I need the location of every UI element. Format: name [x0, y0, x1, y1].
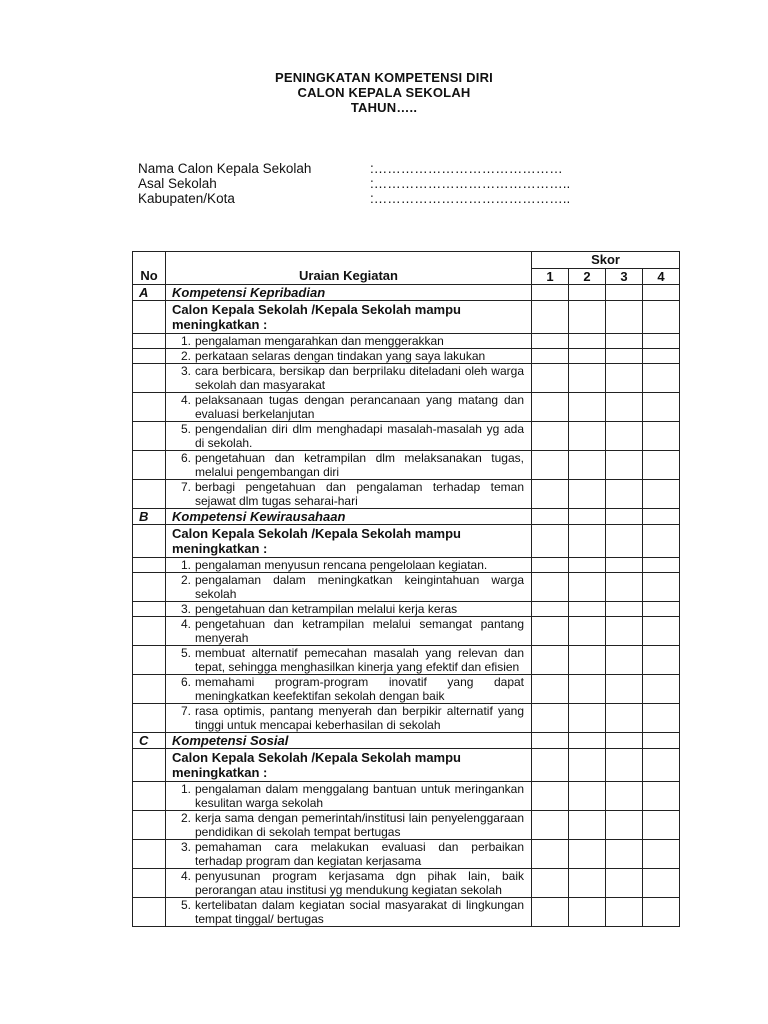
item-text: pemahaman cara melakukan evaluasi dan perbaikan terhadap program dan kegiatan kerjasama: [195, 840, 524, 868]
score-cell[interactable]: [643, 422, 680, 451]
item-number: 2.: [180, 573, 191, 587]
item-number: 3.: [180, 840, 191, 854]
score-cell[interactable]: [606, 646, 643, 675]
empty-cell: [133, 301, 166, 334]
empty-cell: [133, 349, 166, 364]
empty-cell: [133, 480, 166, 509]
score-cell[interactable]: [569, 422, 606, 451]
score-cell[interactable]: [606, 349, 643, 364]
empty-cell: [133, 704, 166, 733]
item-row: [133, 602, 680, 617]
item-cell: [166, 480, 532, 509]
score-cell[interactable]: [532, 898, 569, 927]
item-row: [133, 422, 680, 451]
section-code: A: [133, 285, 166, 301]
empty-cell: [133, 422, 166, 451]
item-cell: [166, 898, 532, 927]
empty-cell: [133, 869, 166, 898]
item-number: 1.: [180, 782, 191, 796]
score-cell[interactable]: [606, 451, 643, 480]
item-row: [133, 869, 680, 898]
score-cell[interactable]: [569, 749, 606, 782]
item-cell: [166, 617, 532, 646]
score-cell[interactable]: [606, 301, 643, 334]
empty-cell: [133, 675, 166, 704]
item-number: 4.: [180, 393, 191, 407]
score-cell[interactable]: [643, 646, 680, 675]
score-cell[interactable]: [606, 285, 643, 301]
item-number: 4.: [180, 869, 191, 883]
score-cell[interactable]: [606, 704, 643, 733]
score-cell[interactable]: [569, 733, 606, 749]
item-row: [133, 840, 680, 869]
score-cell[interactable]: [569, 285, 606, 301]
empty-cell: [133, 558, 166, 573]
score-cell[interactable]: [643, 840, 680, 869]
item-cell: [166, 451, 532, 480]
score-cell[interactable]: [532, 617, 569, 646]
item-cell: [166, 869, 532, 898]
score-cell[interactable]: [532, 285, 569, 301]
score-cell[interactable]: [532, 749, 569, 782]
score-cell[interactable]: [532, 733, 569, 749]
score-cell[interactable]: [569, 602, 606, 617]
item-row: [133, 349, 680, 364]
item-number: 6.: [180, 451, 191, 465]
score-cell[interactable]: [606, 334, 643, 349]
item-number: 3.: [180, 364, 191, 378]
item-text: berbagi pengetahuan dan pengalaman terhadap teman sejawat dlm tugas seharai-hari: [195, 480, 524, 508]
score-cell[interactable]: [643, 301, 680, 334]
item-number: 2.: [180, 349, 191, 363]
item-number: 5.: [180, 898, 191, 912]
score-cell[interactable]: [569, 349, 606, 364]
section-title: Kompetensi Kepribadian: [166, 285, 532, 301]
score-cell[interactable]: [532, 840, 569, 869]
item-text: kerja sama dengan pemerintah/institusi lain penyelenggaraan pendidikan di sekolah tempat bertugas: [195, 811, 524, 839]
score-cell[interactable]: [532, 349, 569, 364]
section-row: [133, 733, 680, 749]
score-cell[interactable]: [569, 301, 606, 334]
header-skor-1: 1: [532, 269, 569, 285]
item-cell: [166, 602, 532, 617]
item-row: [133, 334, 680, 349]
item-row: [133, 898, 680, 927]
item-row: [133, 573, 680, 602]
item-number: 7.: [180, 480, 191, 494]
header-uraian: Uraian Kegiatan: [166, 252, 532, 285]
item-cell: [166, 422, 532, 451]
score-cell[interactable]: [569, 840, 606, 869]
section-intro-row: [133, 301, 680, 334]
item-text: membuat alternatif pemecahan masalah yang relevan dan tepat, sehingga menghasilkan kinerja yang efektif dan efisien: [195, 646, 524, 674]
score-cell[interactable]: [569, 869, 606, 898]
score-cell[interactable]: [569, 811, 606, 840]
item-text: perkataan selaras dengan tindakan yang saya lakukan: [195, 349, 486, 363]
score-cell[interactable]: [569, 558, 606, 573]
item-text: memahami program-program inovatif yang dapat meningkatkan keefektifan sekolah dengan baik: [195, 675, 524, 703]
score-cell[interactable]: [569, 334, 606, 349]
score-cell[interactable]: [643, 898, 680, 927]
score-cell[interactable]: [643, 811, 680, 840]
score-cell[interactable]: [532, 334, 569, 349]
item-cell: [166, 334, 532, 349]
score-cell[interactable]: [569, 480, 606, 509]
item-row: [133, 480, 680, 509]
score-cell[interactable]: [643, 782, 680, 811]
score-cell[interactable]: [643, 525, 680, 558]
item-cell: [166, 364, 532, 393]
section-row: [133, 509, 680, 525]
doc-title-line2: CALON KEPALA SEKOLAH: [297, 85, 471, 100]
score-cell[interactable]: [606, 617, 643, 646]
item-cell: [166, 840, 532, 869]
info-label: Kabupaten/Kota: [138, 191, 235, 206]
empty-cell: [133, 393, 166, 422]
score-cell[interactable]: [532, 525, 569, 558]
score-cell[interactable]: [643, 480, 680, 509]
score-cell[interactable]: [643, 285, 680, 301]
score-cell[interactable]: [643, 364, 680, 393]
score-cell[interactable]: [606, 422, 643, 451]
score-cell[interactable]: [532, 451, 569, 480]
score-cell[interactable]: [606, 558, 643, 573]
info-label: Nama Calon Kepala Sekolah: [138, 161, 312, 176]
score-cell[interactable]: [643, 602, 680, 617]
empty-cell: [133, 602, 166, 617]
item-text: rasa optimis, pantang menyerah dan berpikir alternatif yang tinggi untuk mencapai keberhasilan di sekolah: [195, 704, 524, 732]
item-text: pengalaman menyusun rencana pengelolaan kegiatan.: [195, 558, 488, 572]
score-cell[interactable]: [606, 869, 643, 898]
item-row: [133, 704, 680, 733]
info-value: :……………………………………..: [370, 191, 571, 206]
item-text: pengetahuan dan ketrampilan melalui semangat pantang menyerah: [195, 617, 524, 645]
score-cell[interactable]: [532, 509, 569, 525]
empty-cell: [133, 811, 166, 840]
empty-cell: [133, 617, 166, 646]
empty-cell: [133, 840, 166, 869]
item-cell: [166, 393, 532, 422]
section-intro: Calon Kepala Sekolah /Kepala Sekolah mampu meningkatkan :: [166, 749, 532, 782]
empty-cell: [133, 451, 166, 480]
item-row: [133, 617, 680, 646]
score-cell[interactable]: [643, 675, 680, 704]
table-body: [133, 285, 680, 927]
item-cell: [166, 349, 532, 364]
score-cell[interactable]: [569, 782, 606, 811]
section-intro-row: [133, 749, 680, 782]
item-cell: [166, 811, 532, 840]
header-skor: Skor: [532, 252, 680, 269]
score-cell[interactable]: [606, 602, 643, 617]
item-text: pengalaman mengarahkan dan menggerakkan: [195, 334, 444, 348]
score-cell[interactable]: [569, 704, 606, 733]
section-code: B: [133, 509, 166, 525]
score-cell[interactable]: [643, 704, 680, 733]
empty-cell: [133, 573, 166, 602]
score-cell[interactable]: [643, 509, 680, 525]
section-intro: Calon Kepala Sekolah /Kepala Sekolah mampu meningkatkan :: [166, 525, 532, 558]
score-cell[interactable]: [532, 704, 569, 733]
empty-cell: [133, 898, 166, 927]
empty-cell: [133, 525, 166, 558]
score-cell[interactable]: [643, 334, 680, 349]
item-text: penyusunan program kerjasama dgn pihak lain, baik perorangan atau institusi yg mendukung kegiatan sekolah: [195, 869, 524, 897]
score-cell[interactable]: [532, 364, 569, 393]
empty-cell: [133, 782, 166, 811]
item-number: 5.: [180, 646, 191, 660]
item-row: [133, 646, 680, 675]
item-cell: [166, 675, 532, 704]
score-cell[interactable]: [569, 451, 606, 480]
header-no: No: [133, 252, 166, 285]
score-cell[interactable]: [532, 301, 569, 334]
score-cell[interactable]: [569, 525, 606, 558]
item-number: 1.: [180, 558, 191, 572]
score-cell[interactable]: [643, 617, 680, 646]
header-skor-2: 2: [569, 269, 606, 285]
item-text: cara berbicara, bersikap dan berprilaku diteladani oleh warga sekolah dan masyarakat: [195, 364, 524, 392]
score-cell[interactable]: [569, 646, 606, 675]
score-cell[interactable]: [532, 422, 569, 451]
empty-cell: [133, 334, 166, 349]
header-skor-3: 3: [606, 269, 643, 285]
empty-cell: [133, 364, 166, 393]
section-intro-row: [133, 525, 680, 558]
item-number: 4.: [180, 617, 191, 631]
item-text: pengetahuan dan ketrampilan melalui kerja keras: [195, 602, 458, 616]
score-cell[interactable]: [606, 393, 643, 422]
score-cell[interactable]: [643, 869, 680, 898]
score-cell[interactable]: [532, 782, 569, 811]
score-cell[interactable]: [569, 898, 606, 927]
item-cell: [166, 704, 532, 733]
score-cell[interactable]: [606, 782, 643, 811]
item-row: [133, 675, 680, 704]
score-cell[interactable]: [532, 869, 569, 898]
item-number: 7.: [180, 704, 191, 718]
score-cell[interactable]: [643, 393, 680, 422]
score-cell[interactable]: [643, 733, 680, 749]
score-cell[interactable]: [569, 393, 606, 422]
score-cell[interactable]: [532, 602, 569, 617]
empty-cell: [133, 749, 166, 782]
score-cell[interactable]: [569, 675, 606, 704]
score-cell[interactable]: [606, 525, 643, 558]
item-number: 1.: [180, 334, 191, 348]
score-cell[interactable]: [606, 811, 643, 840]
header-skor-4: 4: [643, 269, 680, 285]
score-cell[interactable]: [606, 573, 643, 602]
item-cell: [166, 573, 532, 602]
item-text: pengalaman dalam menggalang bantuan untuk meringankan kesulitan warga sekolah: [195, 782, 524, 810]
item-row: [133, 782, 680, 811]
score-cell[interactable]: [532, 646, 569, 675]
info-value: :……………………………………..: [370, 176, 571, 191]
item-row: [133, 364, 680, 393]
score-cell[interactable]: [606, 733, 643, 749]
score-cell[interactable]: [569, 573, 606, 602]
section-title: Kompetensi Sosial: [166, 733, 532, 749]
item-cell: [166, 646, 532, 675]
section-intro: Calon Kepala Sekolah /Kepala Sekolah mampu meningkatkan :: [166, 301, 532, 334]
info-label: Asal Sekolah: [138, 176, 217, 191]
section-code: C: [133, 733, 166, 749]
score-cell[interactable]: [569, 509, 606, 525]
item-row: [133, 393, 680, 422]
score-cell[interactable]: [606, 364, 643, 393]
score-cell[interactable]: [532, 675, 569, 704]
competency-table: [132, 251, 680, 927]
item-cell: [166, 558, 532, 573]
item-row: [133, 811, 680, 840]
score-cell[interactable]: [532, 573, 569, 602]
item-number: 6.: [180, 675, 191, 689]
score-cell[interactable]: [643, 573, 680, 602]
section-row: [133, 285, 680, 301]
score-cell[interactable]: [606, 840, 643, 869]
score-cell[interactable]: [532, 811, 569, 840]
item-text: pengetahuan dan ketrampilan dlm melaksanakan tugas, melalui pengembangan diri: [195, 451, 524, 479]
info-value: :……………………………………: [370, 161, 563, 176]
item-number: 3.: [180, 602, 191, 616]
score-cell[interactable]: [643, 349, 680, 364]
item-number: 2.: [180, 811, 191, 825]
item-number: 5.: [180, 422, 191, 436]
score-cell[interactable]: [532, 480, 569, 509]
doc-title-line3: TAHUN…..: [350, 100, 418, 115]
score-cell[interactable]: [643, 451, 680, 480]
item-text: pengalaman dalam meningkatkan keingintahuan warga sekolah: [195, 573, 524, 601]
section-title: Kompetensi Kewirausahaan: [166, 509, 532, 525]
item-row: [133, 451, 680, 480]
score-cell[interactable]: [606, 749, 643, 782]
score-cell[interactable]: [643, 749, 680, 782]
item-row: [133, 558, 680, 573]
score-cell[interactable]: [606, 675, 643, 704]
score-cell[interactable]: [606, 509, 643, 525]
item-cell: [166, 782, 532, 811]
score-cell[interactable]: [569, 617, 606, 646]
item-text: kertelibatan dalam kegiatan social masyarakat di lingkungan tempat tinggal/ bertugas: [195, 898, 524, 926]
item-text: pengendalian diri dlm menghadapi masalah-masalah yg ada di sekolah.: [195, 422, 524, 450]
score-cell[interactable]: [643, 558, 680, 573]
item-text: pelaksanaan tugas dengan perancanaan yang matang dan evaluasi berkelanjutan: [195, 393, 524, 421]
doc-title-line1: PENINGKATAN KOMPETENSI DIRI: [275, 70, 493, 85]
score-cell[interactable]: [606, 480, 643, 509]
score-cell[interactable]: [532, 558, 569, 573]
score-cell[interactable]: [532, 393, 569, 422]
empty-cell: [133, 646, 166, 675]
score-cell[interactable]: [569, 364, 606, 393]
score-cell[interactable]: [606, 898, 643, 927]
